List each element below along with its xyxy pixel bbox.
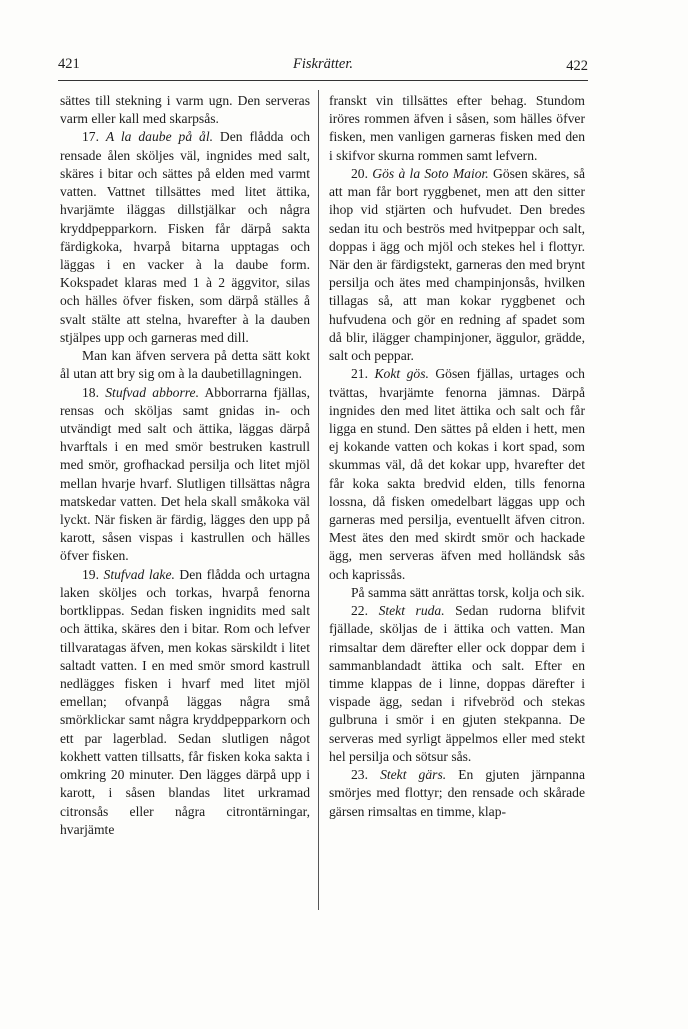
left-column (60, 92, 310, 839)
recipe-title: Stekt ruda. (378, 603, 445, 619)
page-number-right: 422 (566, 58, 588, 74)
recipe-paragraph: 22. Stekt ruda. Sedan rudorna blifvit fjällade, sköljas de i ättika och vatten. Man rimsaltar dem därefter eller ock doppar dem i sammanblandadt ättika och salt. Efter en timme klappas de i linne, doppas därefter i vispade ägg, sedan i rifvebröd och stekas gulbruna i smör i en gjuten stekpanna. De serveras med syrligt äppelmos eller med stekt hel persilja och sötsur sås. (329, 603, 585, 764)
recipe-paragraph: 17. A la daube på ål. Den flådda och rensade ålen sköljes väl, ingnides med salt, skäres i bitar och sättes på elden med varmt vatten. Vattnet tillsättes med litet ättika, hvarjämte iläggas dillstjälkar och några kryddpepparkorn. Fisken får därpå sakta färdigkoka, hvarpå bitarna upptagas och läggas i en vacker à la daube form. Kokspadet klaras med 1 à 2 äggvitor, silas och hälles öfver fisken, som därpå ställes å svalt stälte att stelna, hvarefter à la dauben stjälpes upp och garneras med dill. (60, 129, 310, 345)
page-number-left: 421 (58, 56, 80, 72)
recipe-paragraph: 18. Stufvad abborre. Abborrarna fjällas, rensas och sköljas samt gnidas in- och utvändigt med salt och ättika, läggas därpå hvarftals i en med smör bestruken kastrull med smör, grofhackad persilja och litet mjöl mellan hvarje hvarf. Slutligen tillsättas några matskedar vatten. Det hela skall småkoka väl lyckt. När fisken är färdig, lägges den upp på karott, såsen vispas i kastrullen och hälles öfver fisken. (60, 384, 310, 564)
column-divider (318, 90, 319, 910)
recipe-number: 18. (82, 384, 99, 400)
recipe-paragraph: 23. Stekt gärs. En gjuten järnpanna smörjes med flottyr; den rensade och skårade gärsen rimsaltas en timme, klap- (329, 767, 586, 819)
recipe-title: Stufvad lake. (103, 566, 175, 582)
recipe-title: Kokt gös. (374, 366, 429, 382)
page-header (58, 56, 588, 78)
recipe-number: 22. (351, 603, 368, 619)
recipe-paragraph: 20. Gös à la Soto Maior. Gösen skäres, så att man får bort ryggbenet, men att den sitter ihop vid stjärten och hufvudet. Den bredes sedan itu och beströs med hvitpeppar och salt, doppas i ägg och mjöl och stekes hel i flottyr. När den är färdigstekt, garneras den med brynt persilja och ätes med champinjonsås, hvilken tillagas så, att man kokar ryggbenet och hufvudena och gör en redning af spadet som då blir, ilägger champinjoner, äggulor, grädde, salt och peppar. (329, 165, 585, 364)
recipe-number: 17. (82, 129, 99, 145)
recipe-title: Stufvad abborre. (105, 384, 199, 400)
header-rule (58, 80, 588, 81)
running-title: Fiskrätter. (292, 56, 353, 72)
recipe-paragraph: 19. Stufvad lake. Den flådda och urtagna laken sköljes och torkas, hvarpå fenorna bortklippas. Sedan fisken ingnidits med salt och ättika, skäres den i bitar. Rom och lefver tillvaratagas äfven, men kokas särskildt i litet saltadt vatten. I en med smör smord kastrull nedlägges fisken i hvarf med litet mjöl emellan; ofvanpå läggas några små smörklickar samt några kryddpepparkorn och ett par lagerblad. Sedan slutligen något kokhett vatten tillsatts, får fisken koka sakta i omkring 20 minuter. Den lägges därpå upp i karott, i såsen blandas litet urkramad citronsås eller några citrontärningar, hvarjämte (60, 566, 310, 837)
paragraph: Man kan äfven servera på detta sätt kokt ål utan att bry sig om à la daubetillagningen. (60, 348, 310, 382)
recipe-title: A la daube på ål. (105, 129, 213, 145)
recipe-title: Gös à la Soto Maior. (372, 165, 489, 181)
paragraph: På samma sätt anrättas torsk, kolja och sik. (351, 584, 585, 600)
recipe-number: 23. (351, 767, 368, 783)
recipe-number: 21. (351, 366, 368, 382)
right-column (329, 92, 585, 821)
paragraph: franskt vin tillsättes efter behag. Stundom iröres rommen äfven i såsen, som hälles öfver fisken, men vanligen garneras fisken med den i skifvor skurna rommen samt lefvern. (329, 93, 585, 163)
paragraph: sättes till stekning i varm ugn. Den serveras varm eller kall med skarpsås. (60, 93, 310, 127)
recipe-paragraph: 21. Kokt gös. Gösen fjällas, urtages och tvättas, hvarjämte fenorna jämnas. Därpå ingnides den med litet ättika och salt och får ligga en stund. Den sättes på elden i hett, men ej kokande vatten och kokas i kort spad, som skummas väl, då det kokar upp, hvarefter det får koka sakta bredvid elden, tills fenorna lossna, då fisken omedelbart läggas upp och garneras med persilja, eventuellt äfven citron. Mest ätes den med skirdt smör och hackade ägg, men serveras äfven med holländsk sås och kaprissås. (329, 366, 585, 582)
recipe-number: 20. (351, 165, 368, 181)
recipe-title: Stekt gärs. (380, 767, 447, 783)
recipe-number: 19. (82, 566, 99, 582)
